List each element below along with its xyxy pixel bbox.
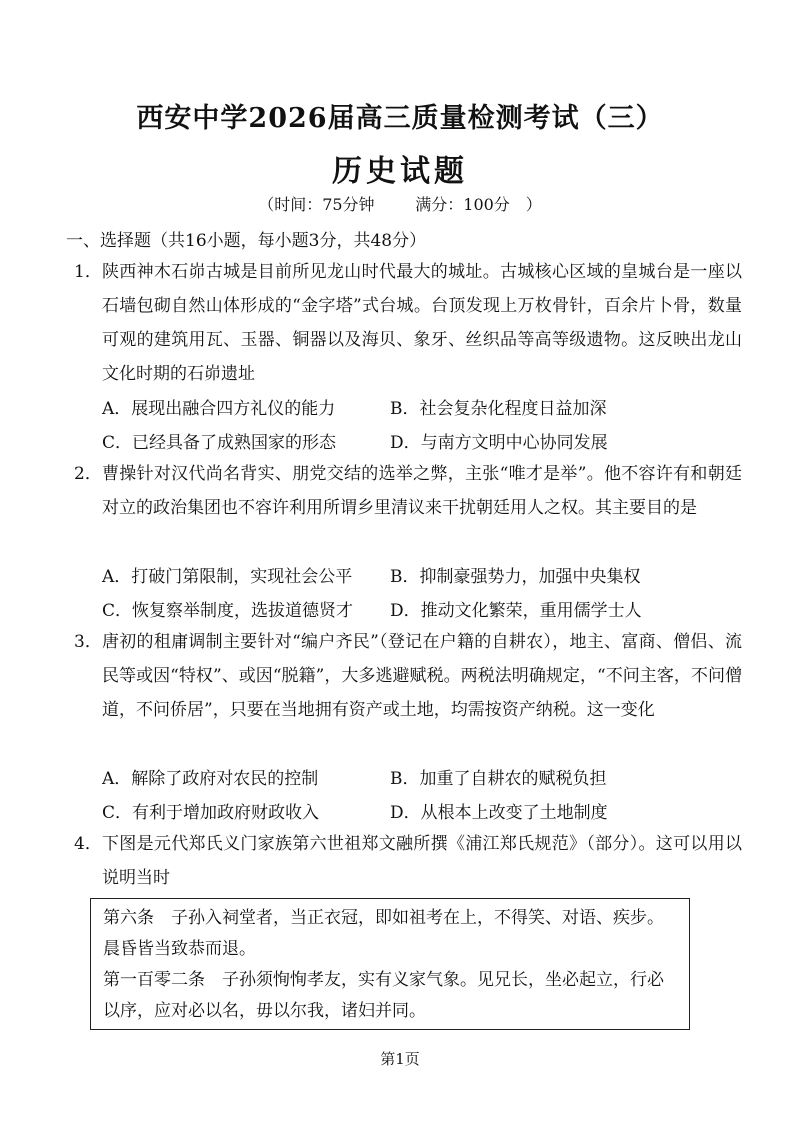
exam-time: （时间：75分钟: [258, 195, 375, 214]
question-number: 3．: [74, 632, 102, 652]
question-number: 2．: [74, 464, 102, 484]
question-4: [74, 827, 742, 895]
question-stem: 陕西神木石峁古城是目前所见龙山时代最大的城址。古城核心区域的皇城台是一座以石墙包砌自然山体形成的“金字塔”式台城。台顶发现上万枚骨针，百余片卜骨，数量可观的建筑用瓦、玉器、铜器以及海贝、象牙、丝织品等高等级遗物。这反映出龙山文化时期的石峁遗址: [102, 262, 742, 384]
question-stem: 下图是元代郑氏义门家族第六世祖郑文融所撰《浦江郑氏规范》（部分）。这可以用以说明当时: [102, 834, 742, 888]
source-excerpt-box: [90, 898, 690, 1030]
question-stem: 曹操针对汉代尚名背实、朋党交结的选举之弊，主张“唯才是举”。他不容许有和朝廷对立的政治集团也不容许利用所谓乡里清议来干扰朝廷用人之权。其主要目的是: [102, 464, 742, 518]
question-3: [74, 625, 742, 727]
question-stem: 唐初的租庸调制主要针对“编户齐民”（登记在户籍的自耕农），地主、富商、僧侣、流民等或因“特权”、或因“脱籍”，大多逃避赋税。两税法明确规定，“不问主客，不问僧道，不问侨居”，只要在当地拥有资产或土地，均需按资产纳税。这一变化: [102, 632, 742, 720]
excerpt-article-102: 第一百零二条 子孙须恂恂孝友，实有义家气象。见兄长，坐必起立，行必以序，应对必以名，毋以尔我，诸妇并同。: [103, 970, 664, 1021]
excerpt-article-6: 第六条 子孙入祠堂者，当正衣冠，即如祖考在上，不得笑、对语、疾步。晨昏皆当致恭而退。: [103, 908, 664, 959]
option-b[interactable]: B．抑制豪强势力，加强中央集权: [390, 567, 641, 587]
option-d[interactable]: D．与南方文明中心协同发展: [390, 433, 608, 453]
option-c[interactable]: C．有利于增加政府财政收入: [102, 803, 320, 823]
subject-title: 历史试题: [332, 154, 468, 189]
exam-score: 满分：100分 ）: [415, 195, 542, 214]
question-number: 1．: [74, 262, 102, 282]
option-c[interactable]: C．已经具备了成熟国家的形态: [102, 433, 337, 453]
option-c[interactable]: C．恢复察举制度，选拔道德贤才: [102, 601, 354, 621]
option-d[interactable]: D．推动文化繁荣，重用儒学士人: [390, 601, 642, 621]
exam-title: 西安中学2026届高三质量检测考试（三）: [136, 103, 664, 134]
option-b[interactable]: B．加重了自耕农的赋税负担: [390, 769, 607, 789]
option-a[interactable]: A．展现出融合四方礼仪的能力: [102, 399, 336, 419]
section-heading: 一、选择题（共16小题，每小题3分，共48分）: [66, 231, 427, 251]
option-d[interactable]: D．从根本上改变了土地制度: [390, 803, 608, 823]
exam-meta: [0, 192, 800, 215]
meta-gap: [380, 195, 411, 214]
question-1: [74, 255, 742, 391]
page-number: 第1页: [380, 1050, 420, 1068]
option-b[interactable]: B．社会复杂化程度日益加深: [390, 399, 607, 419]
option-a[interactable]: A．解除了政府对农民的控制: [102, 769, 319, 789]
question-2: [74, 457, 742, 525]
option-a[interactable]: A．打破门第限制，实现社会公平: [102, 567, 353, 587]
question-number: 4．: [74, 834, 102, 854]
